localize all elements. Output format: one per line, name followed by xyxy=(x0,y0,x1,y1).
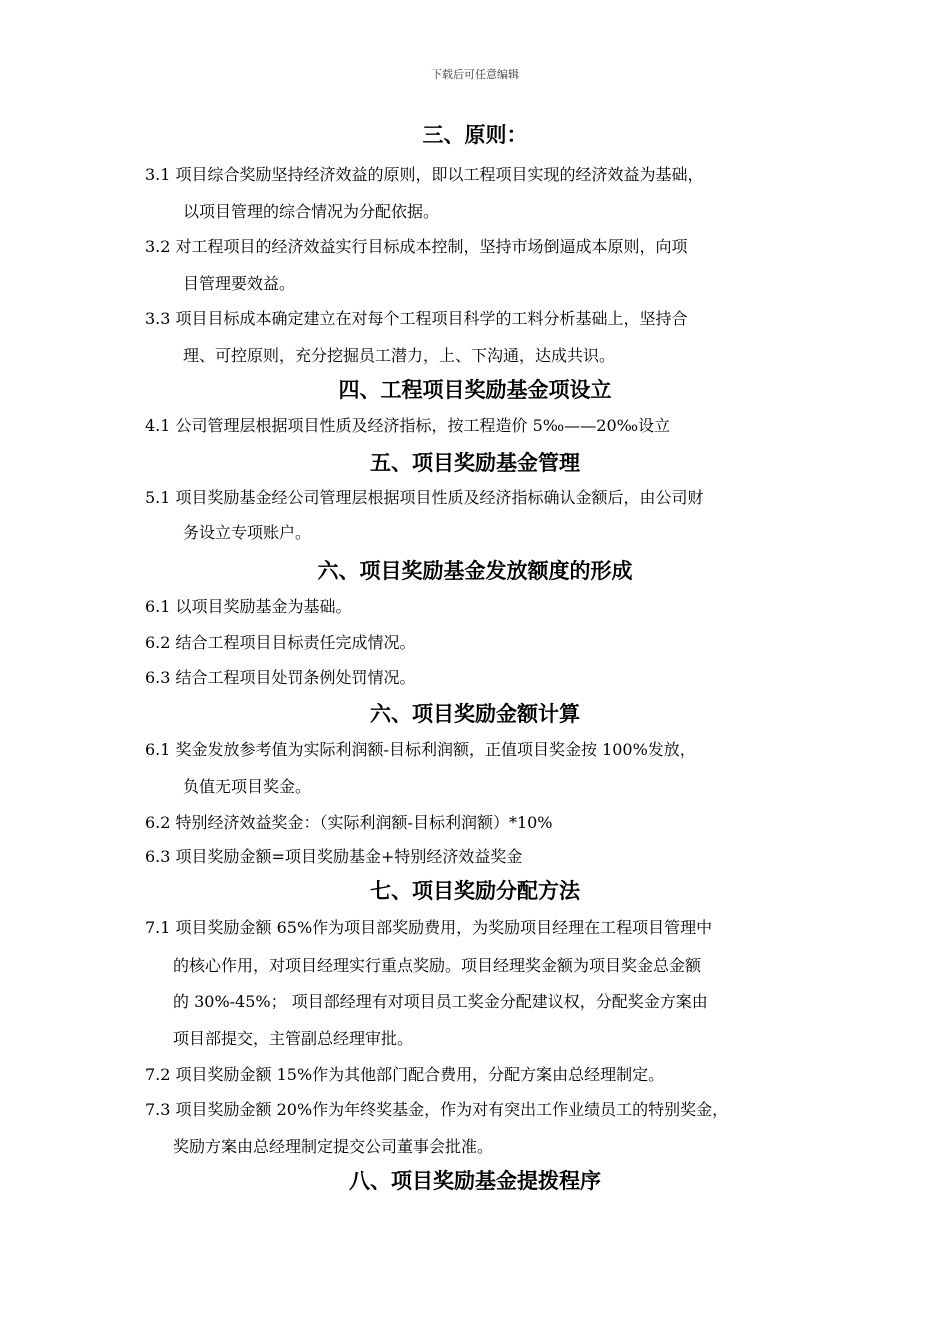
section-title: 七、项目奖励分配方法 xyxy=(370,878,580,903)
paragraph-line: 7.3 项目奖励金额 20%作为年终奖基金，作为对有突出工作业绩员工的特别奖金， xyxy=(145,1100,729,1119)
paragraph-line: 3.1 项目综合奖励坚持经济效益的原则，即以工程项目实现的经济效益为基础， xyxy=(145,165,704,184)
paragraph-line: 的核心作用，对项目经理实行重点奖励。项目经理奖金额为项目奖金总金额 xyxy=(173,956,702,975)
section-title: 五、项目奖励基金管理 xyxy=(370,450,580,475)
section-title: 三、原则： xyxy=(422,122,528,147)
paragraph-line: 务设立专项账户。 xyxy=(183,523,312,542)
paragraph-line: 目管理要效益。 xyxy=(183,274,296,293)
section-title: 六、项目奖励金额计算 xyxy=(370,701,580,726)
section-title: 八、项目奖励基金提拨程序 xyxy=(349,1168,601,1193)
paragraph-line: 6.2 特别经济效益奖金：（实际利润额-目标利润额）*10% xyxy=(145,813,553,832)
paragraph-line: 6.3 项目奖励金额=项目奖励基金+特别经济效益奖金 xyxy=(145,847,523,866)
paragraph-line: 6.2 结合工程项目目标责任完成情况。 xyxy=(145,633,416,652)
paragraph-line: 以项目管理的综合情况为分配依据。 xyxy=(183,202,440,221)
paragraph-line: 4.1 公司管理层根据项目性质及经济指标，按工程造价 5‰——20‰设立 xyxy=(145,416,671,435)
paragraph-line: 奖励方案由总经理制定提交公司董事会批准。 xyxy=(173,1137,494,1156)
section-title: 四、工程项目奖励基金项设立 xyxy=(338,377,612,402)
paragraph-line: 项目部提交，主管副总经理审批。 xyxy=(173,1029,414,1048)
page-header: 下载后可任意编辑 xyxy=(431,68,519,81)
paragraph-line: 的 30%-45%； 项目部经理有对项目员工奖金分配建议权，分配奖金方案由 xyxy=(173,992,708,1011)
paragraph-line: 3.2 对工程项目的经济效益实行目标成本控制，坚持市场倒逼成本原则，向项 xyxy=(145,237,688,256)
section-title: 六、项目奖励基金发放额度的形成 xyxy=(317,558,633,583)
paragraph-line: 6.3 结合工程项目处罚条例处罚情况。 xyxy=(145,668,416,687)
paragraph-line: 理、可控原则，充分挖掘员工潜力，上、下沟通，达成共识。 xyxy=(183,346,616,365)
paragraph-line: 负值无项目奖金。 xyxy=(183,777,312,796)
paragraph-line: 6.1 以项目奖励基金为基础。 xyxy=(145,597,352,616)
paragraph-line: 7.1 项目奖励金额 65%作为项目部奖励费用，为奖励项目经理在工程项目管理中 xyxy=(145,918,713,937)
paragraph-line: 7.2 项目奖励金额 15%作为其他部门配合费用，分配方案由总经理制定。 xyxy=(145,1065,665,1084)
paragraph-line: 6.1 奖金发放参考值为实际利润额-目标利润额，正值项目奖金按 100%发放， xyxy=(145,740,696,759)
paragraph-line: 3.3 项目目标成本确定建立在对每个工程项目科学的工料分析基础上，坚持合 xyxy=(145,309,688,328)
paragraph-line: 5.1 项目奖励基金经公司管理层根据项目性质及经济指标确认金额后，由公司财 xyxy=(145,488,704,507)
